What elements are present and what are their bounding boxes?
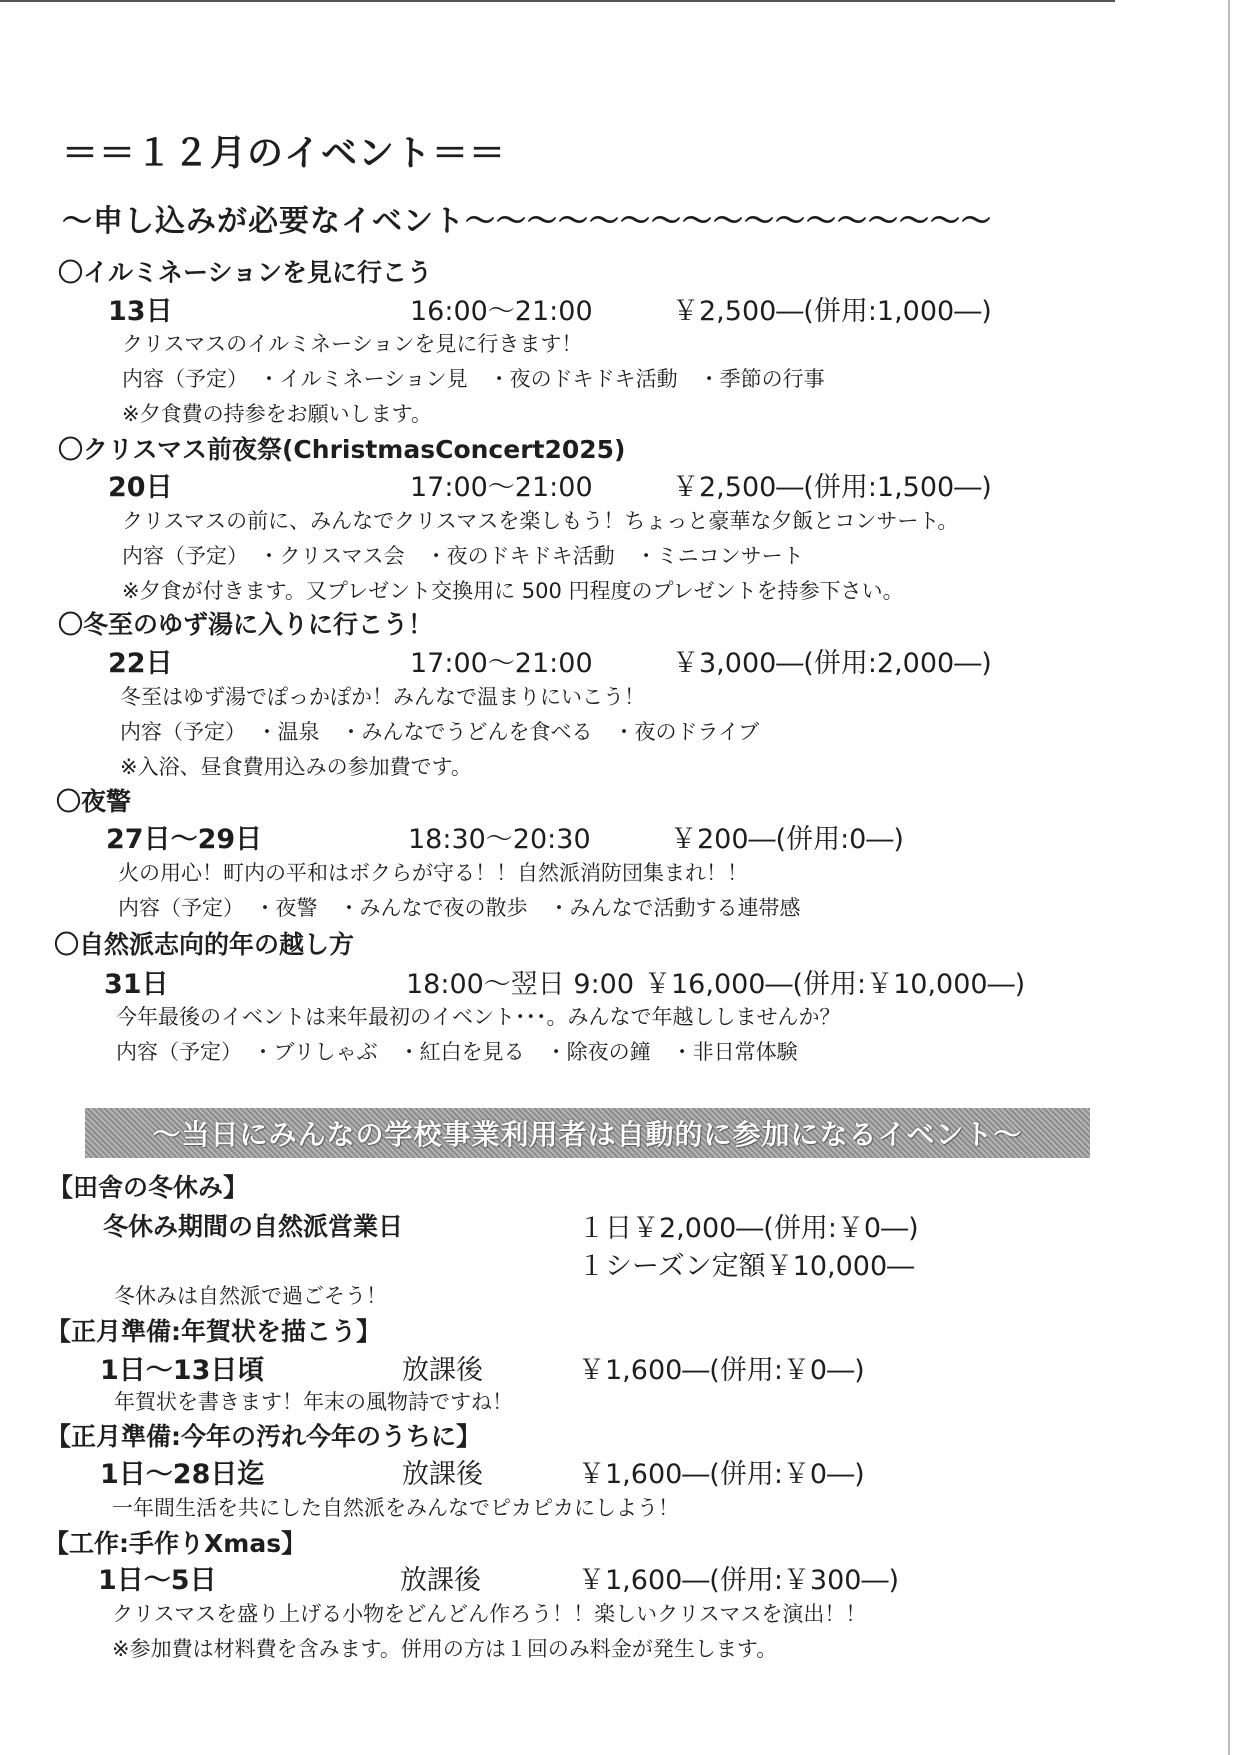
event-contents: 内容（予定） ・イルミネーション見 ・夜のドキドキ活動 ・季節の行事 [122, 367, 825, 391]
event-date: 31日 [104, 969, 169, 1000]
event-date: 20日 [108, 472, 173, 503]
auto-event-date: 1日～5日 [98, 1565, 217, 1596]
event-description: 冬至はゆず湯でぽっかぽか！みんなで温まりにいこう！ [120, 685, 645, 709]
auto-event-date: 1日～13日頃 [100, 1355, 265, 1386]
event-contents: 内容（予定） ・ブリしゃぶ ・紅白を見る ・除夜の鐘 ・非日常体験 [116, 1040, 798, 1064]
event-note: ※入浴、昼食費用込みの参加費です。 [120, 755, 472, 779]
auto-event-price: ￥1,600―(併用:￥0―) [578, 1459, 865, 1490]
event-date: 13日 [108, 296, 173, 327]
event-time: 17:00～21:00 [410, 648, 593, 679]
auto-event-date: 1日～28日迄 [100, 1459, 265, 1490]
section-banner-auto-events [85, 1108, 1090, 1158]
auto-event-title: 【正月準備:年賀状を描こう】 [46, 1317, 381, 1346]
event-price: ￥3,000―(併用:2,000―) [672, 648, 992, 679]
auto-event-description: クリスマスを盛り上げる小物をどんどん作ろう！！楽しいクリスマスを演出！！ [112, 1602, 867, 1626]
event-description: 今年最後のイベントは来年最初のイベント･･･。みんなで年越ししませんか？ [116, 1005, 841, 1029]
event-title: 〇夜警 [56, 787, 132, 816]
event-time: 17:00～21:00 [410, 472, 593, 503]
event-note: ※夕食が付きます。又プレゼント交換用に 500 円程度のプレゼントを持参下さい。 [122, 579, 904, 603]
event-price: ￥2,500―(併用:1,500―) [672, 472, 992, 503]
scan-edge-right [1228, 0, 1230, 1755]
auto-event-time: 放課後 [400, 1565, 481, 1596]
auto-event-title: 【工作:手作りXmas】 [44, 1529, 307, 1558]
event-title: 〇冬至のゆず湯に入りに行こう！ [58, 610, 434, 639]
event-time: 16:00～21:00 [410, 296, 593, 327]
event-price: ￥16,000―(併用:￥10,000―) [644, 969, 1026, 1000]
auto-event-price: １日￥2,000―(併用:￥0―) [578, 1213, 919, 1244]
page-title: ＝＝１２月のイベント＝＝ [62, 133, 507, 174]
event-price: ￥200―(併用:0―) [670, 824, 904, 855]
event-description: クリスマスの前に、みんなでクリスマスを楽しもう！ちょっと豪華な夕飯とコンサート。 [122, 509, 959, 533]
event-description: クリスマスのイルミネーションを見に行きます！ [122, 332, 583, 356]
event-date: 27日～29日 [106, 824, 263, 855]
event-description: 火の用心！町内の平和はボクらが守る！！自然派消防団集まれ！！ [118, 861, 748, 885]
event-note: ※夕食費の持参をお願いします。 [122, 402, 432, 426]
event-contents: 内容（予定） ・温泉 ・みんなでうどんを食べる ・夜のドライブ [120, 720, 760, 744]
auto-event-description: 年賀状を書きます！年末の風物詩ですね！ [114, 1390, 513, 1414]
auto-event-description: 一年間生活を共にした自然派をみんなでピカピカにしよう！ [112, 1496, 679, 1520]
auto-event-price: ￥1,600―(併用:￥0―) [578, 1355, 865, 1386]
auto-event-note: ※参加費は材料費を含みます。併用の方は１回のみ料金が発生します。 [112, 1637, 778, 1661]
scan-edge-top [0, 0, 1115, 2]
auto-event-title: 【正月準備:今年の汚れ今年のうちに】 [46, 1422, 481, 1451]
auto-event-subtitle: 冬休み期間の自然派営業日 [103, 1212, 404, 1241]
auto-event-price: １シーズン定額￥10,000― [578, 1251, 915, 1282]
event-title: 〇自然派志向的年の越し方 [54, 930, 355, 959]
event-title: 〇クリスマス前夜祭(ChristmasConcert2025) [58, 435, 626, 464]
section-heading-registration: ～申し込みが必要なイベント～～～～～～～～～～～～～～～～～ [62, 204, 992, 239]
event-contents: 内容（予定） ・クリスマス会 ・夜のドキドキ活動 ・ミニコンサート [122, 544, 804, 568]
auto-event-description: 冬休みは自然派で過ごそう！ [114, 1284, 387, 1308]
event-title: 〇イルミネーションを見に行こう [58, 258, 433, 287]
section-banner-text: ～当日にみんなの学校事業利用者は自動的に参加になるイベント～ [152, 1118, 1023, 1151]
event-date: 22日 [108, 648, 173, 679]
auto-event-time: 放課後 [402, 1355, 483, 1386]
event-price: ￥2,500―(併用:1,000―) [672, 296, 992, 327]
auto-event-time: 放課後 [402, 1459, 483, 1490]
event-time: 18:30～20:30 [408, 824, 591, 855]
event-contents: 内容（予定） ・夜警 ・みんなで夜の散歩 ・みんなで活動する連帯感 [118, 896, 801, 920]
auto-event-price: ￥1,600―(併用:￥300―) [578, 1565, 899, 1596]
event-time: 18:00～翌日 9:00 [406, 969, 635, 1000]
auto-event-title: 【田舎の冬休み】 [48, 1173, 249, 1202]
